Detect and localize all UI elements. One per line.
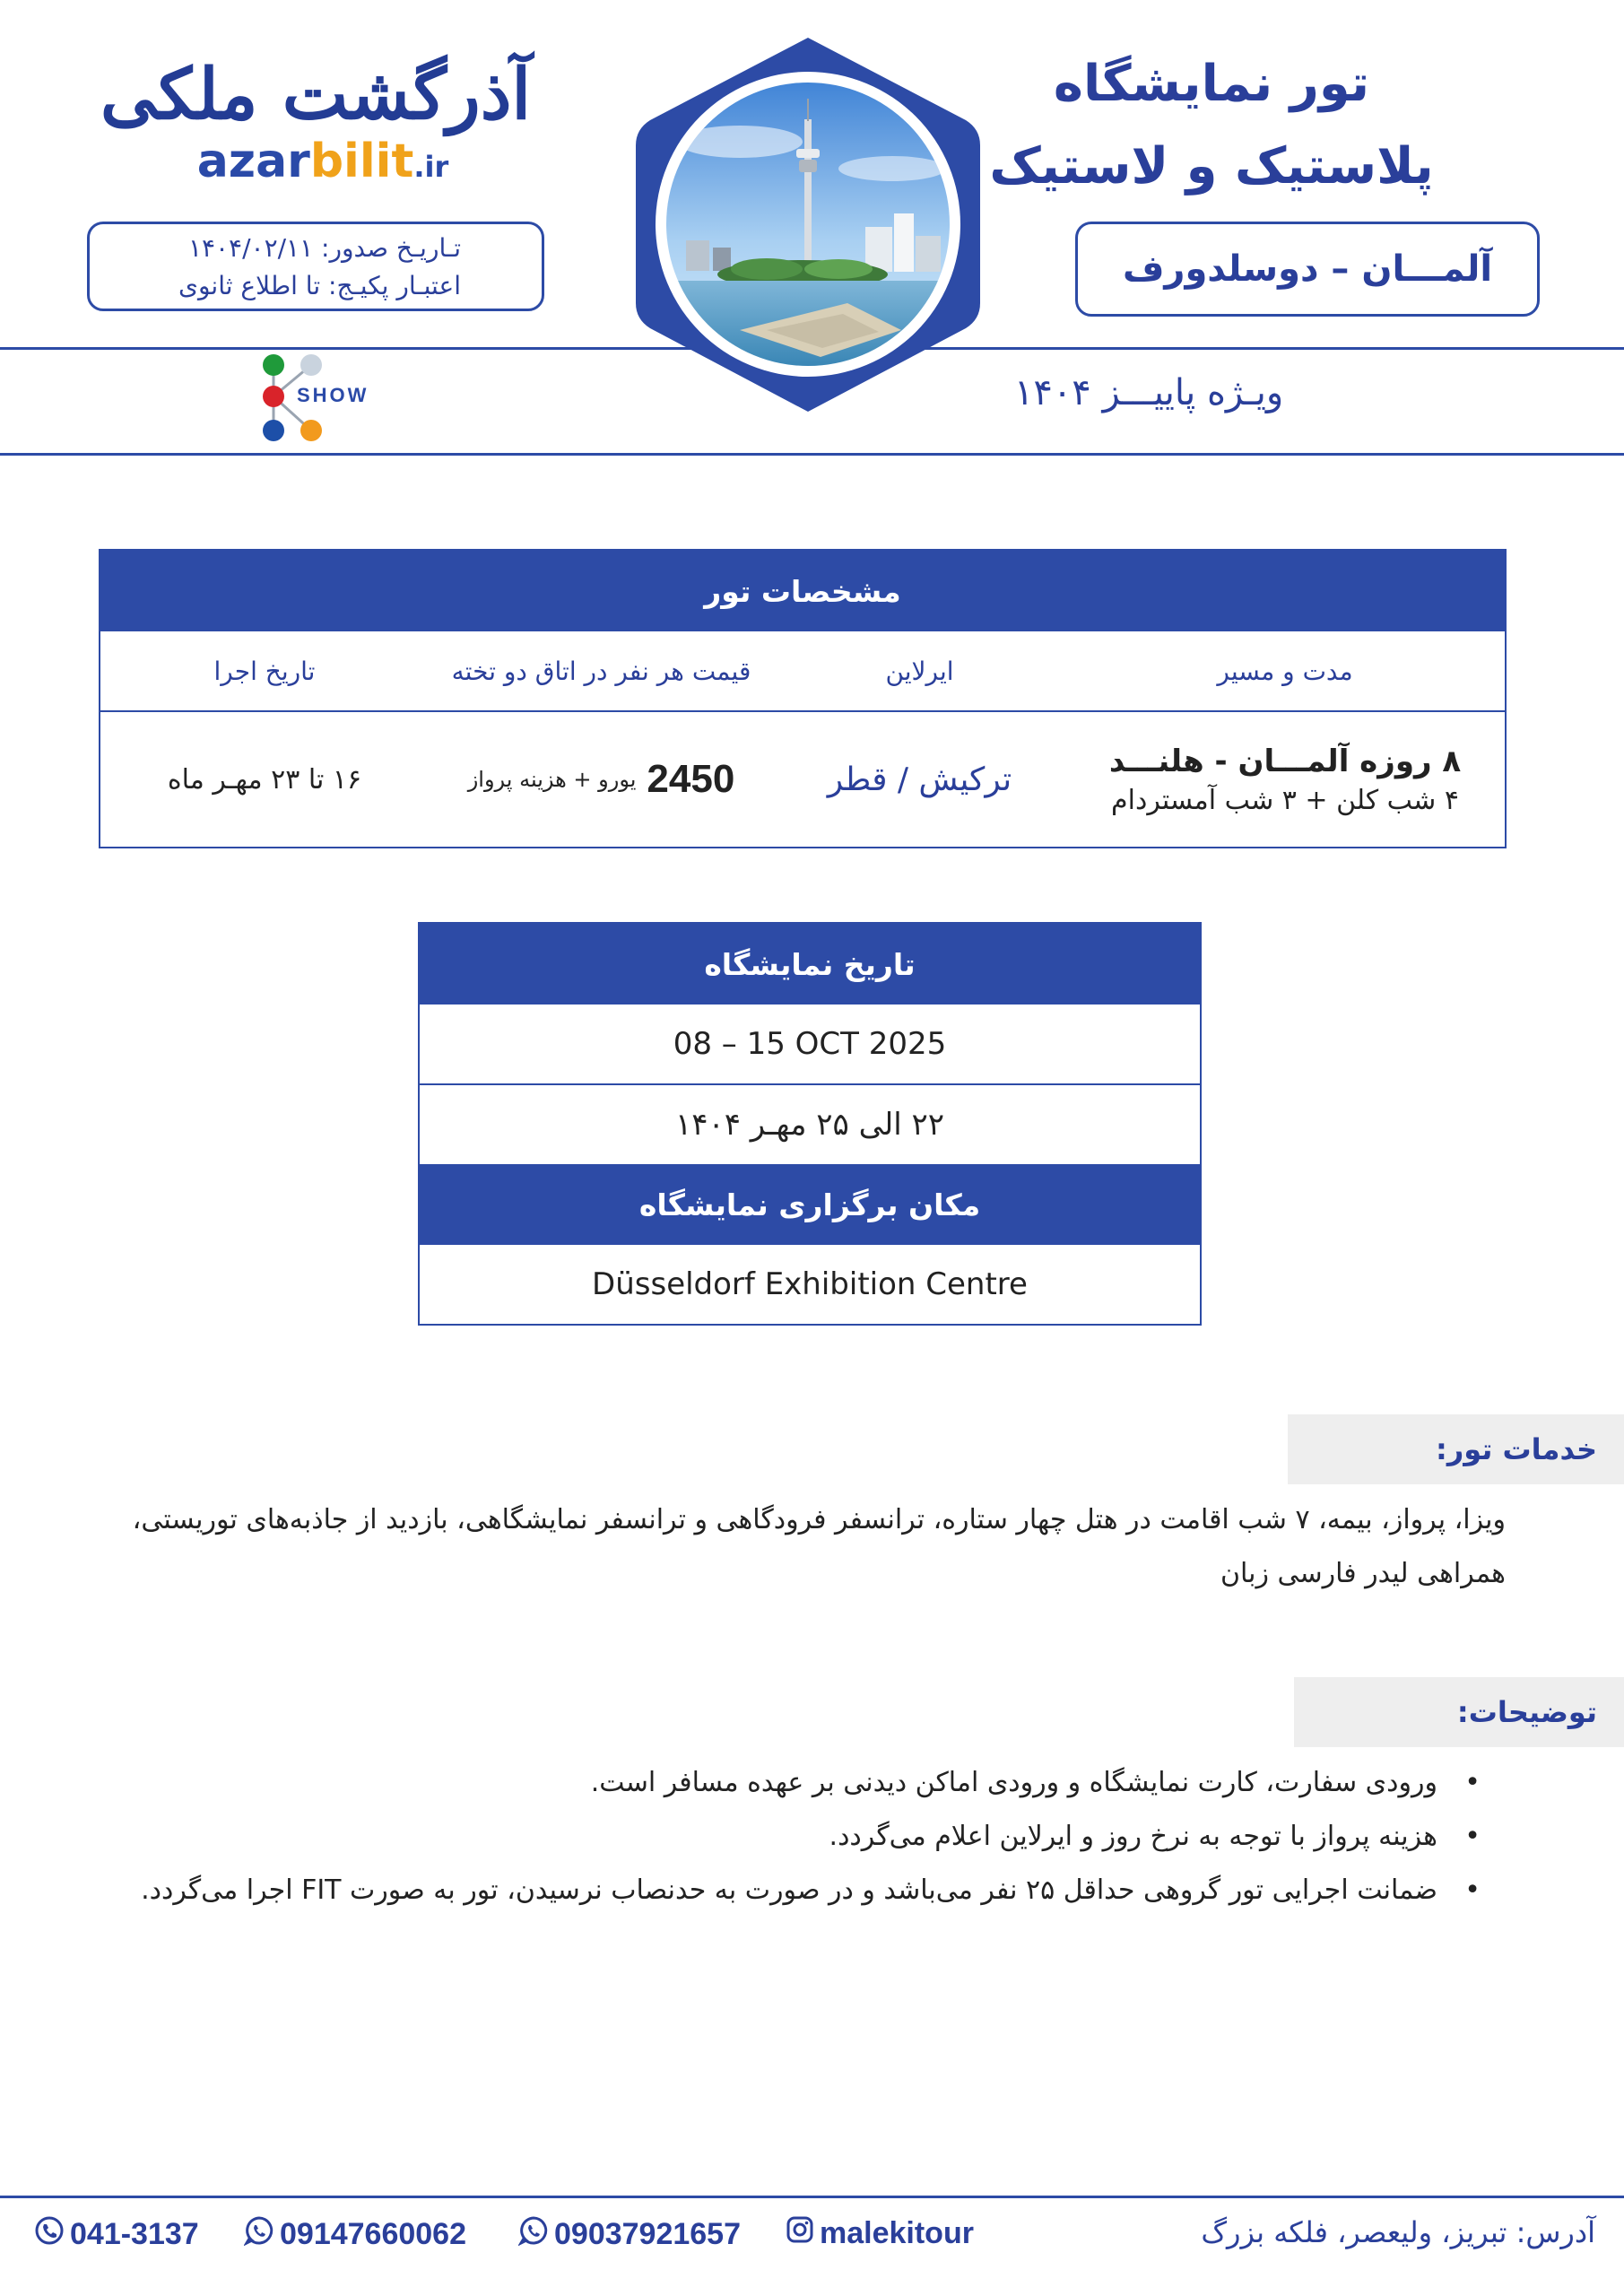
footer-divider: [0, 2196, 1624, 2198]
services-title: خدمات تور:: [1288, 1414, 1624, 1484]
notes-title: توضیحات:: [1294, 1677, 1624, 1747]
whatsapp-icon: [518, 2215, 549, 2254]
col-exec-date: تاریخ اجرا: [213, 656, 316, 686]
notes-list: [55, 1756, 1489, 1918]
duration-cell: [1065, 712, 1505, 847]
col-airline: ایرلاین: [885, 656, 954, 686]
logo-persian: آذرگشت ملکی: [100, 54, 532, 135]
k-show-text: SHOW: [297, 384, 369, 406]
header-divider-bottom: [0, 453, 1624, 456]
tour-title-line2: پلاستیک و لاستیک: [989, 137, 1434, 196]
destination-label: آلمـــان – دوسلدورف: [1122, 248, 1493, 290]
duration-main: ۸ روزه آلمـــان - هلنـــد: [1108, 743, 1462, 779]
note-item: • ضمانت اجرایی تور گروهی حداقل ۲۵ نفر می‌باشد و در صورت به حدنصاب نرسیدن، تور به صورت FIT اجرا می‌گردد.: [55, 1864, 1489, 1918]
whatsapp-icon: [244, 2215, 274, 2254]
logo-en-part3: .ir: [413, 150, 449, 184]
price-value: 2450: [647, 757, 735, 801]
phone-number: 041-3137: [70, 2217, 199, 2251]
issue-date: تـاریـخ صدور: ۱۴۰۴/۰۲/۱۱: [187, 233, 461, 263]
spec-table-header-row: [100, 631, 1505, 712]
season-label: ویـژه پاییـــز ۱۴۰۴: [1013, 372, 1284, 413]
footer-whatsapp-2: [518, 2215, 741, 2254]
instagram-icon: [786, 2215, 814, 2252]
k-show-logo: [256, 352, 390, 450]
exec-date-cell: ۱۶ تا ۲۳ مهـر ماه: [167, 763, 362, 796]
exhibition-table: [418, 922, 1202, 1326]
phone-icon: [34, 2215, 65, 2254]
duration-sub: ۴ شب کلن + ۳ شب آمستردام: [1111, 784, 1459, 816]
note-item: • هزینه پرواز با توجه به نرخ روز و ایرلاین اعلام می‌گردد.: [55, 1810, 1489, 1864]
spec-table-row: [100, 712, 1505, 847]
package-validity: اعتبـار پکیـج: تا اطلاع ثانوی: [178, 271, 461, 300]
destination-box: [1075, 222, 1540, 317]
exhibition-venue-title: مکان برگزاری نمایشگاه: [420, 1164, 1200, 1245]
logo-english: [188, 135, 457, 188]
issue-info-box: [87, 222, 544, 311]
exhibition-date-fa: ۲۲ الی ۲۵ مهـر ۱۴۰۴: [674, 1107, 945, 1143]
logo-en-part2: bilit: [309, 135, 414, 188]
price-unit: یورو + هزینه پرواز: [467, 767, 637, 792]
tour-spec-table: [99, 549, 1507, 848]
services-text: ویزا، پرواز، بیمه، ۷ شب اقامت در هتل چهار ستاره، ترانسفر فرودگاهی و ترانسفر نمایشگاهی، بازدید از جاذبه‌های توریستی، همراهی لیدر فارسی زبان: [132, 1504, 1506, 1589]
airline-cell: ترکیش / قطر: [827, 761, 1012, 798]
footer-address: آدرس: تبریز، ولیعصر، فلکه بزرگ: [1201, 2215, 1595, 2249]
tour-title: [925, 43, 1498, 208]
footer-whatsapp-1: [244, 2215, 466, 2254]
col-price: قیمت هر نفر در اتاق دو تخته: [451, 656, 751, 686]
whatsapp-number-2: 09037921657: [554, 2217, 742, 2251]
exhibition-date-title: تاریخ نمایشگاه: [420, 924, 1200, 1004]
tour-title-line1: تور نمایشگاه: [1053, 55, 1370, 113]
footer-instagram: [786, 2215, 974, 2252]
exhibition-date-en: 08 – 15 OCT 2025: [420, 1004, 1200, 1085]
col-duration: مدت و مسیر: [1217, 656, 1353, 686]
price-cell: [429, 712, 774, 847]
logo-en-part1: azar: [196, 135, 310, 188]
whatsapp-number-1: 09147660062: [280, 2217, 467, 2251]
exhibition-venue: Düsseldorf Exhibition Centre: [592, 1266, 1028, 1302]
city-photo-hexagon: [632, 34, 984, 415]
spec-table-title: مشخصات تور: [100, 551, 1505, 631]
footer-phone: [34, 2215, 199, 2254]
instagram-handle: malekitour: [820, 2216, 974, 2250]
note-item: • ورودی سفارت، کارت نمایشگاه و ورودی اماکن دیدنی بر عهده مسافر است.: [55, 1756, 1489, 1810]
